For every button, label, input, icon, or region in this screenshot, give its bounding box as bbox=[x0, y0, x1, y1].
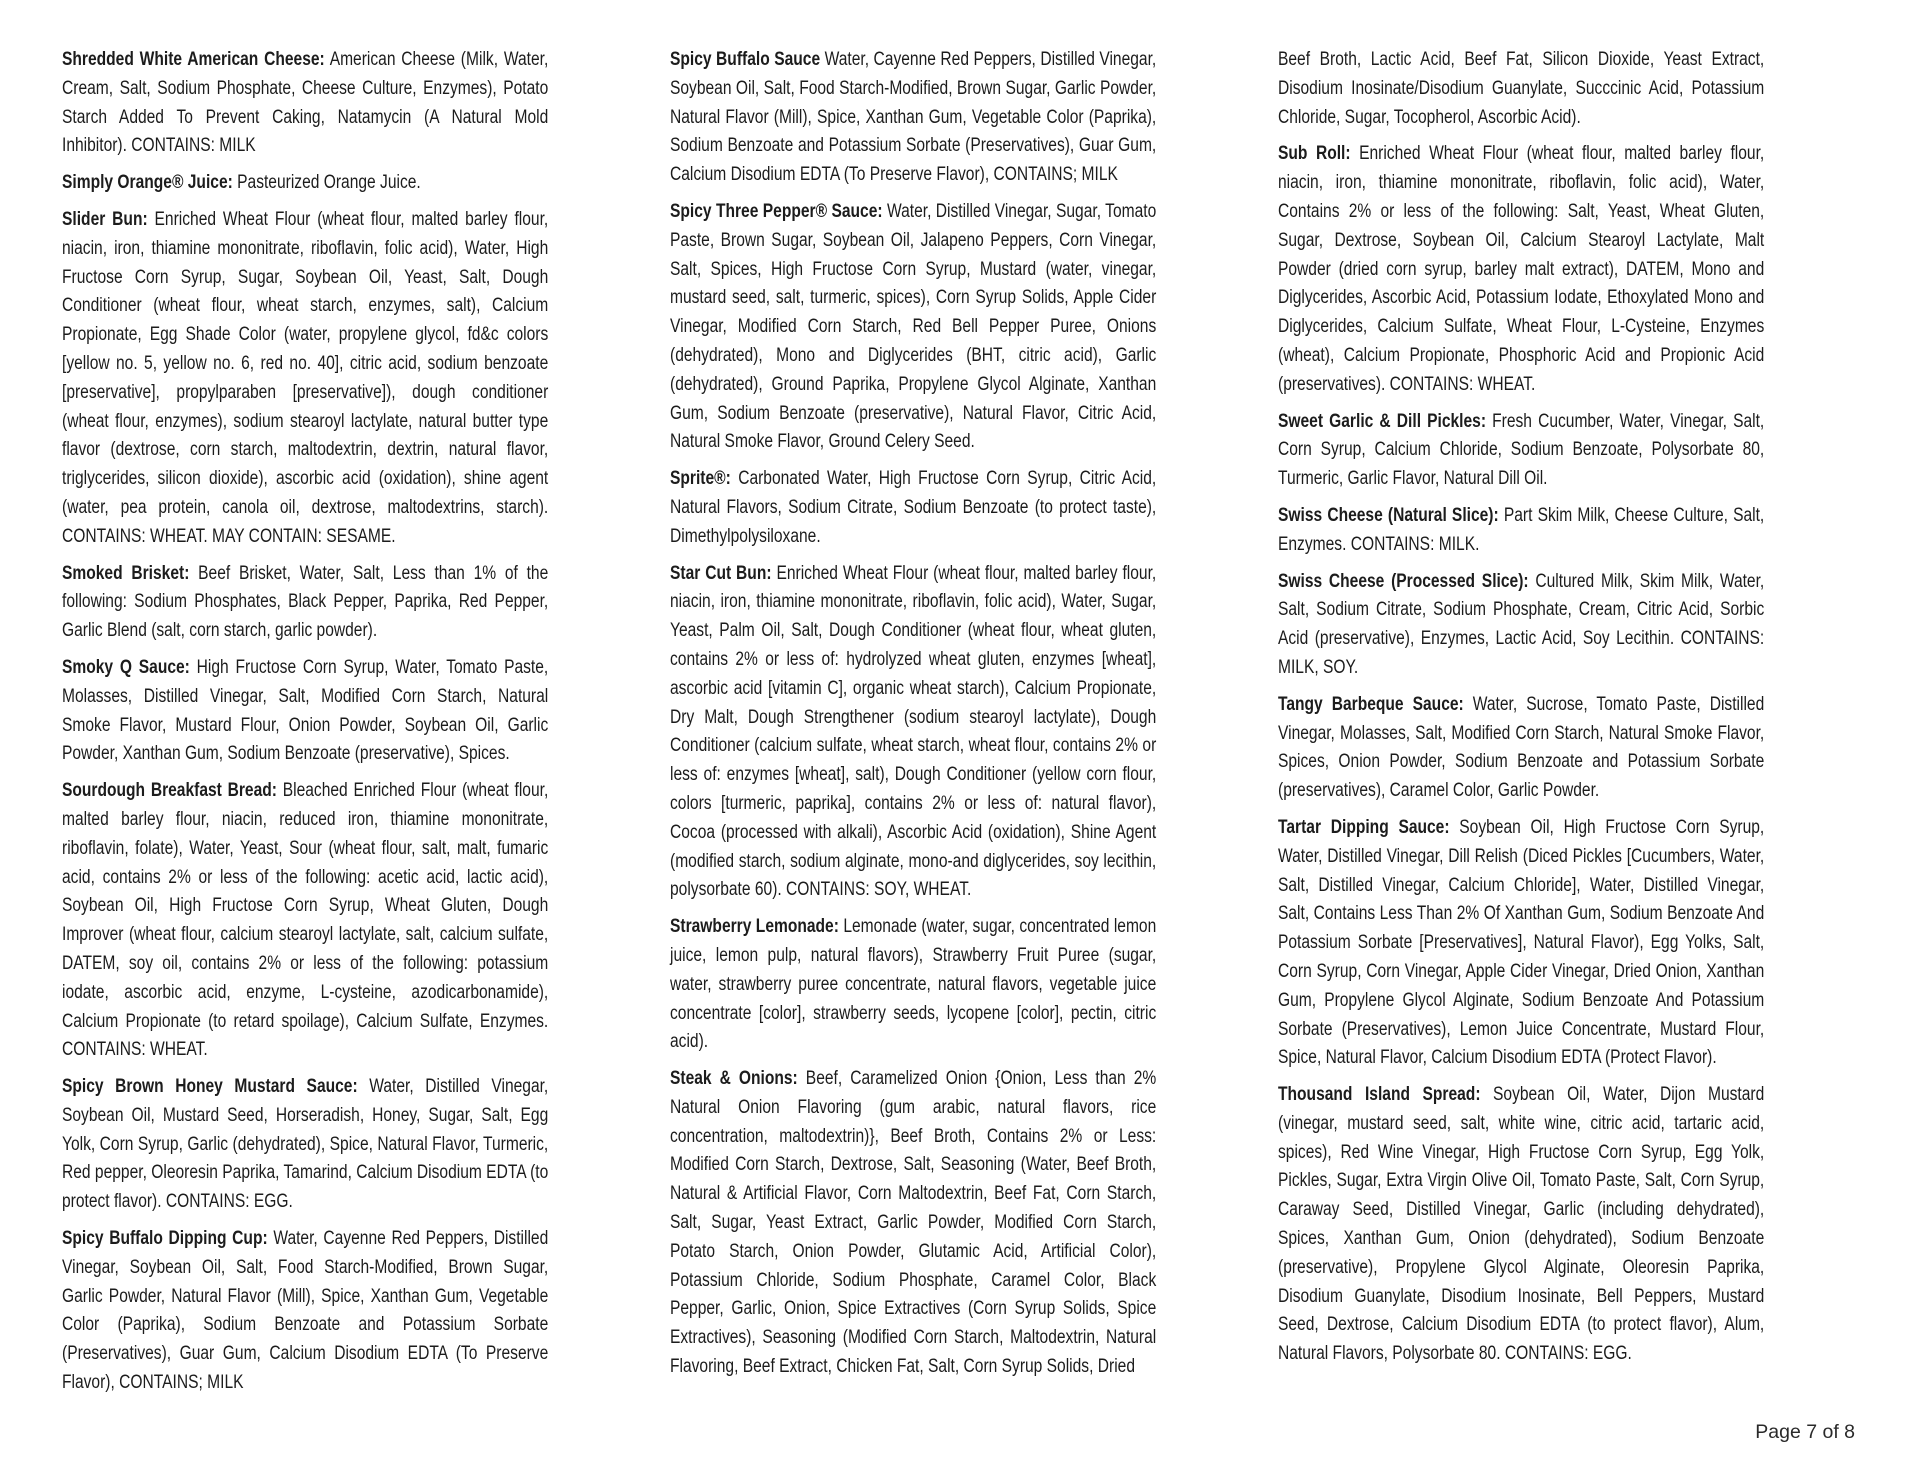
ingredient-title: Sourdough Breakfast Bread: bbox=[62, 780, 277, 802]
entry-spicy-buffalo-sauce bbox=[670, 46, 1156, 190]
entry-spicy-brown-honey-mustard-sauce bbox=[62, 1073, 548, 1217]
entry-tartar-dipping-sauce bbox=[1278, 814, 1764, 1073]
ingredient-body: Water, Distilled Vinegar, Sugar, Tomato Paste, Brown Sugar, Soybean Oil, Jalapeno Peppers, Corn Vinegar, Salt, Spices, High Fructose Corn Syrup, Mustard (water, vinegar, mustard seed, salt, turmeric, spices), Corn Syrup Solids, Apple Cider Vinegar, Modified Corn Starch, Red Bell Pepper Puree, Onions (dehydrated), Mono and Diglycerides (BHT, citric acid), Garlic (dehydrated), Ground Paprika, Propylene Glycol Alginate, Xanthan Gum, Sodium Benzoate (preservative), Natural Flavor, Citric Acid, Natural Smoke Flavor, Ground Celery Seed. bbox=[670, 200, 1157, 453]
ingredient-body: Part Skim Milk, Cheese Culture, Salt, Enzymes. CONTAINS: MILK. bbox=[1278, 504, 1765, 555]
entry-thousand-island-spread bbox=[1278, 1081, 1764, 1369]
ingredient-body: Water, Distilled Vinegar, Soybean Oil, Mustard Seed, Horseradish, Honey, Sugar, Salt, Egg Yolk, Corn Syrup, Garlic (dehydrated), Spice, Natural Flavor, Turmeric, Red pepper, Oleoresin Paprika, Tamarind, Calcium Disodium EDTA (to protect flavor). CONTAINS: EGG. bbox=[62, 1076, 549, 1213]
ingredient-body: American Cheese (Milk, Water, Cream, Salt, Sodium Phosphate, Cheese Culture, Enzymes), Potato Starch Added To Prevent Caking, Natamycin (A Natural Mold Inhibitor). CONTAINS: MILK bbox=[62, 49, 549, 157]
entry-steak-and-onions-continued bbox=[1278, 46, 1764, 132]
ingredient-title: Smoky Q Sauce: bbox=[62, 656, 190, 678]
ingredient-title: Simply Orange® Juice: bbox=[62, 172, 233, 194]
ingredient-title: Tartar Dipping Sauce: bbox=[1278, 816, 1450, 838]
entry-spicy-three-pepper-sauce bbox=[670, 198, 1156, 457]
ingredient-title: Spicy Buffalo Sauce bbox=[670, 49, 821, 70]
entry-swiss-cheese-natural-slice bbox=[1278, 502, 1764, 560]
page-number: Page 7 of 8 bbox=[1755, 1421, 1855, 1443]
ingredient-body: Water, Cayenne Red Peppers, Distilled Vinegar, Soybean Oil, Salt, Food Starch-Modified, Brown Sugar, Garlic Powder, Natural Flavor (Mill), Spice, Xanthan Gum, Vegetable Color (Paprika), Sodium Benzoate and Potassium Sorbate (Preservatives), Guar Gum, Calcium Disodium EDTA (To Preserve Flavor), CONTAINS; MILK bbox=[670, 49, 1157, 186]
ingredient-title: Steak & Onions: bbox=[670, 1068, 798, 1090]
ingredient-body: Pasteurized Orange Juice. bbox=[237, 172, 421, 194]
column-2 bbox=[670, 46, 1156, 1390]
column-3 bbox=[1278, 46, 1764, 1377]
entry-spicy-buffalo-dipping-cup bbox=[62, 1225, 548, 1398]
entry-steak-and-onions bbox=[670, 1065, 1156, 1382]
entry-sprite bbox=[670, 465, 1156, 551]
ingredient-body: Enriched Wheat Flour (wheat flour, malted barley flour, niacin, iron, thiamine mononitrate, riboflavin, folic acid), Water, Contains 2% or less of the following: Salt, Yeast, Wheat Gluten, Sugar, Dextrose, Soybean Oil, Calcium Stearoyl Lactylate, Malt Powder (dried corn syrup, barley malt extract), DATEM, Mono and Diglycerides, Ascorbic Acid, Potassium Iodate, Ethoxylated Mono and Diglycerides, Calcium Sulfate, Wheat Flour, L-Cysteine, Enzymes (wheat), Calcium Propionate, Phosphoric Acid and Propionic Acid (preservatives). CONTAINS: WHEAT. bbox=[1278, 143, 1765, 395]
entry-sub-roll bbox=[1278, 140, 1764, 399]
ingredient-title: Swiss Cheese (Natural Slice): bbox=[1278, 504, 1499, 526]
ingredient-body: Bleached Enriched Flour (wheat flour, malted barley flour, niacin, reduced iron, thiamine mononitrate, riboflavin, folate), Water, Yeast, Sour (wheat flour, salt, malt, fumaric acid, contains 2% or less of the following: acetic acid, lactic acid), Soybean Oil, High Fructose Corn Syrup, Wheat Gluten, Dough Improver (wheat flour, calcium stearoyl lactylate, salt, calcium sulfate, DATEM, soy oil, contains 2% or less of the following: potassium iodate, ascorbic acid, enzyme, L-cysteine, azodicarbonamide), Calcium Propionate (to retard spoilage), Calcium Sulfate, Enzymes. CONTAINS: WHEAT. bbox=[62, 780, 549, 1061]
ingredient-body: Soybean Oil, High Fructose Corn Syrup, Water, Distilled Vinegar, Dill Relish (Diced Pickles [Cucumbers, Water, Salt, Distilled Vinegar, Calcium Chloride], Water, Distilled Vinegar, Salt, Contains Less Than 2% Of Xanthan Gum, Sodium Benzoate And Potassium Sorbate [Preservatives], Natural Flavor), Egg Yolks, Salt, Corn Syrup, Corn Vinegar, Apple Cider Vinegar, Dried Onion, Xanthan Gum, Propylene Glycol Alginate, Sodium Benzoate And Potassium Sorbate (Preservatives), Lemon Juice Concentrate, Mustard Flour, Spice, Natural Flavor, Calcium Disodium EDTA (Protect Flavor). bbox=[1278, 816, 1765, 1069]
ingredient-title: Spicy Three Pepper® Sauce: bbox=[670, 200, 883, 222]
ingredient-body: Water, Cayenne Red Peppers, Distilled Vinegar, Soybean Oil, Salt, Food Starch-Modified, Brown Sugar, Garlic Powder, Natural Flavor (Mill), Spice, Xanthan Gum, Vegetable Color (Paprika), Sodium Benzoate and Potassium Sorbate (Preservatives), Guar Gum, Calcium Disodium EDTA (To Preserve Flavor), CONTAINS; MILK bbox=[62, 1228, 549, 1394]
ingredient-body: Beef, Caramelized Onion {Onion, Less than 2% Natural Onion Flavoring (gum arabic, natural flavors, rice concentration, maltodextrin)}, Beef Broth, Contains 2% or Less: Modified Corn Starch, Dextrose, Salt, Seasoning (Water, Beef Broth, Natural & Artificial Flavor, Corn Maltodextrin, Beef Fat, Corn Starch, Salt, Sugar, Yeast Extract, Garlic Powder, Modified Corn Starch, Potato Starch, Onion Powder, Glutamic Acid, Artificial Color), Potassium Chloride, Sodium Phosphate, Caramel Color, Black Pepper, Garlic, Onion, Spice Extractives (Corn Syrup Solids, Spice Extractives), Seasoning (Modified Corn Starch, Maltodextrin, Natural Flavoring, Beef Extract, Chicken Fat, Salt, Corn Syrup Solids, Dried bbox=[670, 1068, 1157, 1378]
ingredient-body: Enriched Wheat Flour (wheat flour, malted barley flour, niacin, iron, thiamine mononitrate, riboflavin, folic acid), Water, Sugar, Yeast, Palm Oil, Salt, Dough Conditioner (wheat flour, wheat gluten, contains 2% or less of: hydrolyzed wheat gluten, enzymes [wheat], ascorbic acid [vitamin C], organic wheat starch), Calcium Propionate, Dry Malt, Dough Strengthener (sodium stearoyl lactylate), Dough Conditioner (calcium sulfate, wheat starch, wheat flour, contains 2% or less of: enzymes [wheat], salt), Dough Conditioner (yellow corn flour, colors [turmeric, paprika], contains 2% or less of: natural flavor), Cocoa (processed with alkali), Ascorbic Acid (oxidation), Shine Agent (modified starch, sodium alginate, mono-and diglycerides, soy lecithin, polysorbate 60). CONTAINS: SOY, WHEAT. bbox=[670, 562, 1157, 901]
ingredient-body: Fresh Cucumber, Water, Vinegar, Salt, Corn Syrup, Calcium Chloride, Sodium Benzoate, Polysorbate 80, Turmeric, Garlic Flavor, Natural Dill Oil. bbox=[1278, 410, 1765, 490]
entry-smoky-q-sauce bbox=[62, 654, 548, 769]
ingredient-title: Spicy Brown Honey Mustard Sauce: bbox=[62, 1076, 358, 1098]
ingredient-body: Cultured Milk, Skim Milk, Water, Salt, Sodium Citrate, Sodium Phosphate, Cream, Citric Acid, Sorbic Acid (preservative), Enzymes, Lactic Acid, Soy Lecithin. CONTAINS: MILK, SOY. bbox=[1278, 570, 1765, 678]
entry-shredded-white-american-cheese bbox=[62, 46, 548, 161]
ingredient-body: Lemonade (water, sugar, concentrated lemon juice, lemon pulp, natural flavors), Strawberry Fruit Puree (sugar, water, strawberry puree concentrate, natural flavors, vegetable juice concentrate [color], strawberry seeds, lycopene [color], pectin, citric acid). bbox=[670, 916, 1157, 1053]
ingredient-body: High Fructose Corn Syrup, Water, Tomato Paste, Molasses, Distilled Vinegar, Salt, Modified Corn Starch, Natural Smoke Flavor, Mustard Flour, Onion Powder, Soybean Oil, Garlic Powder, Xanthan Gum, Sodium Benzoate (preservative), Spices. bbox=[62, 656, 549, 765]
ingredient-body: Carbonated Water, High Fructose Corn Syrup, Citric Acid, Natural Flavors, Sodium Citrate, Sodium Benzoate (to protect taste), Dimethylpolysiloxane. bbox=[670, 468, 1157, 547]
entry-tangy-barbeque-sauce bbox=[1278, 691, 1764, 806]
entry-sweet-garlic-and-dill-pickles bbox=[1278, 408, 1764, 494]
entry-slider-bun bbox=[62, 206, 548, 552]
ingredient-title: Star Cut Bun: bbox=[670, 562, 772, 584]
ingredient-title: Slider Bun: bbox=[62, 208, 148, 230]
ingredient-title: Thousand Island Spread: bbox=[1278, 1084, 1481, 1106]
ingredient-body: Soybean Oil, Water, Dijon Mustard (vinegar, mustard seed, salt, white wine, citric acid, tartaric acid, spices), Red Wine Vinegar, High Fructose Corn Syrup, Egg Yolk, Pickles, Sugar, Extra Virgin Olive Oil, Tomato Paste, Salt, Corn Syrup, Caraway Seed, Distilled Vinegar, Garlic (including dehydrated), Spices, Xanthan Gum, Onion (dehydrated), Sodium Benzoate (preservative), Propylene Glycol Alginate, Oleoresin Paprika, Disodium Guanylate, Disodium Inosinate, Bell Peppers, Mustard Seed, Dextrose, Calcium Disodium EDTA (to protect flavor), Alum, Natural Flavors, Polysorbate 80. CONTAINS: EGG. bbox=[1278, 1084, 1765, 1365]
ingredient-body: Enriched Wheat Flour (wheat flour, malted barley flour, niacin, iron, thiamine mononitrate, riboflavin, folic acid), Water, High Fructose Corn Syrup, Sugar, Soybean Oil, Yeast, Salt, Dough Conditioner (wheat flour, wheat starch, enzymes, salt), Calcium Propionate, Egg Shade Color (water, propylene glycol, fd&c colors [yellow no. 5, yellow no. 6, red no. 40], citric acid, sodium benzoate [preservative], propylparaben [preservative]), dough conditioner (wheat flour, enzymes), sodium stearoyl lactylate, natural butter type flavor (dextrose, corn starch, maltodextrin, dextrin, natural flavor, triglycerides, silicon dioxide), ascorbic acid (oxidation), shine agent (water, pea protein, canola oil, dextrose, maltodextrins, starch). CONTAINS: WHEAT. MAY CONTAIN: SESAME. bbox=[62, 208, 549, 547]
entry-star-cut-bun bbox=[670, 560, 1156, 906]
ingredient-title: Sweet Garlic & Dill Pickles: bbox=[1278, 410, 1487, 432]
ingredient-title: Swiss Cheese (Processed Slice): bbox=[1278, 570, 1529, 592]
ingredient-title: Tangy Barbeque Sauce: bbox=[1278, 693, 1464, 715]
ingredient-title: Sub Roll: bbox=[1278, 143, 1351, 165]
ingredient-title: Sprite®: bbox=[670, 468, 731, 490]
ingredient-title: Smoked Brisket: bbox=[62, 562, 190, 584]
ingredient-body: Water, Sucrose, Tomato Paste, Distilled Vinegar, Molasses, Salt, Modified Corn Starch, Natural Smoke Flavor, Spices, Onion Powder, Sodium Benzoate and Potassium Sorbate (preservatives), Caramel Color, Garlic Powder. bbox=[1278, 693, 1765, 802]
ingredient-title: Spicy Buffalo Dipping Cup: bbox=[62, 1228, 268, 1250]
entry-strawberry-lemonade bbox=[670, 913, 1156, 1057]
column-1 bbox=[62, 46, 548, 1406]
ingredient-body: Beef Brisket, Water, Salt, Less than 1% of the following: Sodium Phosphates, Black Pepper, Paprika, Red Pepper, Garlic Blend (salt, corn starch, garlic powder). bbox=[62, 562, 549, 642]
ingredient-title: Strawberry Lemonade: bbox=[670, 916, 839, 938]
entry-smoked-brisket bbox=[62, 560, 548, 646]
ingredient-title: Shredded White American Cheese: bbox=[62, 49, 325, 70]
entry-sourdough-breakfast-bread bbox=[62, 777, 548, 1065]
entry-swiss-cheese-processed-slice bbox=[1278, 568, 1764, 683]
entry-simply-orange-juice bbox=[62, 169, 548, 198]
ingredient-body: Beef Broth, Lactic Acid, Beef Fat, Silicon Dioxide, Yeast Extract, Disodium Inosinate/Disodium Guanylate, Succcinic Acid, Potassium Chloride, Sugar, Tocopherol, Ascorbic Acid). bbox=[1278, 49, 1765, 128]
